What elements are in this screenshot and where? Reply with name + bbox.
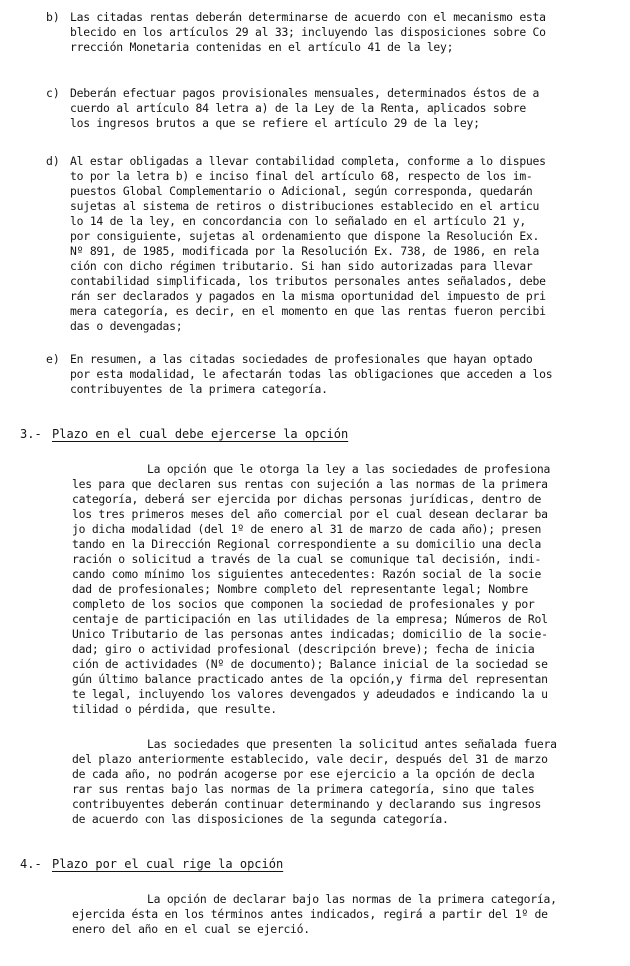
section-3-para-1-line-12: Unico Tributario de las personas antes indicadas; domicilio de la socie- bbox=[72, 627, 548, 641]
section-3-para-1-line-13: dad; giro o actividad profesional (descripción breve); fecha de inicia bbox=[72, 642, 535, 656]
item-d-line-10: rán ser declarados y pagados en la misma oportunidad del impuesto de pri bbox=[70, 289, 546, 303]
section-3-para-2-line-6: de acuerdo con las disposiciones de la segunda categoría. bbox=[72, 812, 449, 826]
item-d-line-12: das o devengadas; bbox=[70, 319, 183, 333]
section-3-para-2-line-4: rar sus rentas bajo las normas de la primera categoría, sino que tales bbox=[72, 782, 535, 796]
section-3-title: Plazo en el cual debe ejercerse la opción bbox=[52, 427, 349, 441]
section-4-para-1-line-2: ejercida ésta en los términos antes indicados, regirá a partir del 1º de bbox=[72, 907, 548, 921]
section-3-para-1-line-11: centaje de participación en las utilidades de la empresa; Números de Rol bbox=[72, 612, 548, 626]
section-3-para-1-line-5: jo dicha modalidad (del 1º de enero al 31 de marzo de cada año); presen bbox=[72, 522, 542, 536]
section-3-para-2-line-1: Las sociedades que presenten la solicitud antes señalada fuera bbox=[147, 737, 557, 751]
section-3-para-1-line-4: los tres primeros meses del año comercial por el cual desean declarar ba bbox=[72, 507, 548, 521]
section-3-para-1-line-8: cando como mínimo los siguientes antecedentes: Razón social de la socie bbox=[72, 567, 542, 581]
section-4-number: 4.- bbox=[20, 857, 42, 871]
item-d-label: d) bbox=[46, 154, 60, 168]
item-c-line-2: cuerdo al artículo 84 letra a) de la Ley de la Renta, aplicados sobre bbox=[70, 101, 526, 115]
item-e-label: e) bbox=[46, 352, 60, 366]
section-3-para-1-line-1: La opción que le otorga la ley a las sociedades de profesiona bbox=[147, 462, 551, 476]
item-d-line-6: por consiguiente, sujetas al ordenamiento que dispone la Resolución Ex. bbox=[70, 229, 540, 243]
section-3-para-2-line-2: del plazo anteriormente establecido, vale decir, después del 31 de marzo bbox=[72, 752, 548, 766]
item-d-line-5: lo 14 de la ley, en concordancia con lo señalado en el artículo 21 y, bbox=[70, 214, 526, 228]
section-3-para-1-line-15: gún último balance practicado antes de la opción,y firma del representan bbox=[72, 672, 548, 686]
item-e-line-3: contribuyentes de la primera categoría. bbox=[70, 382, 328, 396]
item-e-line-2: por esta modalidad, le afectarán todas las obligaciones que acceden a los bbox=[70, 367, 553, 381]
item-d-line-2: to por la letra b) e inciso final del artículo 68, respecto de los im- bbox=[70, 169, 533, 183]
section-4-para-1-line-3: enero del año en el cual se ejerció. bbox=[72, 922, 310, 936]
item-c-label: c) bbox=[46, 86, 60, 100]
section-3-para-1-line-2: les para que declaren sus rentas con sujeción a las normas de la primera bbox=[72, 477, 548, 491]
item-c-line-1: Deberán efectuar pagos provisionales mensuales, determinados éstos de a bbox=[70, 86, 540, 100]
item-d-line-9: contabilidad simplificada, los tributos personales antes señalados, debe bbox=[70, 274, 546, 288]
item-d-line-11: mera categoría, es decir, en el momento en que las rentas fueron percibi bbox=[70, 304, 546, 318]
item-d-line-3: puestos Global Complementario o Adicional, según corresponda, quedarán bbox=[70, 184, 533, 198]
item-e-line-1: En resumen, a las citadas sociedades de profesionales que hayan optado bbox=[70, 352, 533, 366]
section-3-para-1-line-14: ción de actividades (Nº de documento); Balance inicial de la sociedad se bbox=[72, 657, 548, 671]
item-b-line-1: Las citadas rentas deberán determinarse de acuerdo con el mecanismo esta bbox=[70, 10, 546, 24]
item-b-label: b) bbox=[46, 10, 60, 24]
item-d-line-4: sujetas al sistema de retiros o distribuciones establecido en el articu bbox=[70, 199, 540, 213]
section-3-para-2-line-5: contribuyentes deberán continuar determinando y declarando sus ingresos bbox=[72, 797, 542, 811]
item-d-line-7: Nº 891, de 1985, modificada por la Resolución Ex. 738, de 1986, en rela bbox=[70, 244, 540, 258]
section-3-para-1-line-17: tilidad o pérdida, que resulte. bbox=[72, 702, 277, 716]
section-4-para-1-line-1: La opción de declarar bajo las normas de la primera categoría, bbox=[147, 892, 557, 906]
section-3-para-2-line-3: de cada año, no podrán acogerse por ese ejercicio a la opción de decla bbox=[72, 767, 535, 781]
item-d-line-1: Al estar obligadas a llevar contabilidad completa, conforme a lo dispues bbox=[70, 154, 546, 168]
section-3-para-1-line-3: categoría, deberá ser ejercida por dichas personas jurídicas, dentro de bbox=[72, 492, 542, 506]
section-3-para-1-line-6: tando en la Dirección Regional correspondiente a su domicilio una decla bbox=[72, 537, 542, 551]
section-3-para-1-line-10: completo de los socios que componen la sociedad de profesionales y por bbox=[72, 597, 535, 611]
item-c-line-3: los ingresos brutos a que se refiere el artículo 29 de la ley; bbox=[70, 116, 480, 130]
item-d-line-8: ción con dicho régimen tributario. Si han sido autorizadas para llevar bbox=[70, 259, 533, 273]
section-4-title: Plazo por el cual rige la opción bbox=[52, 857, 284, 871]
section-3-para-1-line-7: ración o solicitud a través de la cual se comunique tal decisión, indi- bbox=[72, 552, 542, 566]
item-b-line-2: blecido en los artículos 29 al 33; incluyendo las disposiciones sobre Co bbox=[70, 25, 546, 39]
item-b-line-3: rrección Monetaria contenidas en el artículo 41 de la ley; bbox=[70, 40, 454, 54]
section-3-number: 3.- bbox=[20, 427, 42, 441]
section-3-para-1-line-16: te legal, incluyendo los valores devengados y adeudados e indicando la u bbox=[72, 687, 548, 701]
section-3-para-1-line-9: dad de profesionales; Nombre completo del representante legal; Nombre bbox=[72, 582, 528, 596]
